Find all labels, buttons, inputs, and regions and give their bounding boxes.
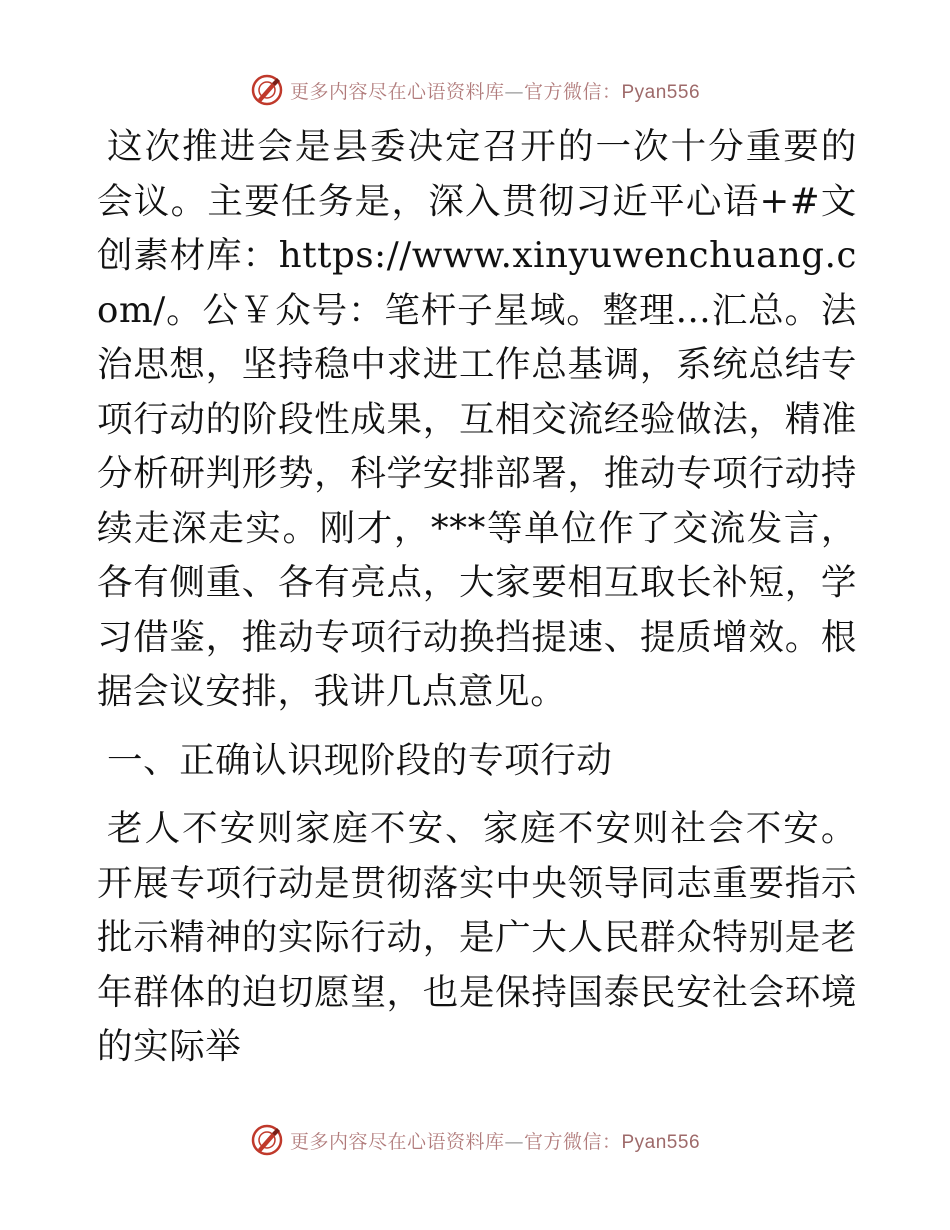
section-heading-1: 一、正确认识现阶段的专项行动 bbox=[107, 739, 613, 781]
pen-logo-icon bbox=[250, 1123, 284, 1157]
document-body bbox=[97, 120, 857, 1075]
paragraph-intro: 这次推进会是县委决定召开的一次十分重要的会议。主要任务是，深入贯彻习近平心语+#文创素材库：https://www.xinyuwenchuang.com/。公￥众号：笔杆子星域。整理…汇总。法治思想，坚持稳中求进工作总基调，系统总结专项行动的阶段性成果，互相交流经验做法，精准分析研判形势，科学安排部署，推动专项行动持续走深走实。刚才，***等单位作了交流发言，各有侧重、各有亮点，大家要相互取长补短，学习借鉴，推动专项行动换挡提速、提质增效。根据会议安排，我讲几点意见。 bbox=[97, 126, 857, 712]
banner-contact-label: 官方微信： bbox=[523, 80, 622, 103]
banner-contact-id: Pyan556 bbox=[621, 81, 701, 103]
banner-text bbox=[290, 77, 700, 104]
pen-logo-icon bbox=[250, 73, 284, 107]
header-banner bbox=[0, 70, 950, 110]
paragraph-section-1: 老人不安则家庭不安、家庭不安则社会不安。开展专项行动是贯彻落实中央领导同志重要指示批示精神的实际行动，是广大人民群众特别是老年群体的迫切愿望，也是保持国泰民安社会环境的实际举 bbox=[97, 808, 857, 1067]
banner-site-text: 更多内容尽在心语资料库 bbox=[289, 80, 505, 103]
footer-banner bbox=[0, 1120, 950, 1160]
banner-contact-id: Pyan556 bbox=[621, 1131, 701, 1153]
banner-separator: — bbox=[504, 1130, 524, 1153]
banner-separator: — bbox=[504, 80, 524, 103]
banner-contact-label: 官方微信： bbox=[523, 1130, 622, 1153]
banner-text bbox=[290, 1127, 700, 1154]
banner-site-text: 更多内容尽在心语资料库 bbox=[289, 1130, 505, 1153]
